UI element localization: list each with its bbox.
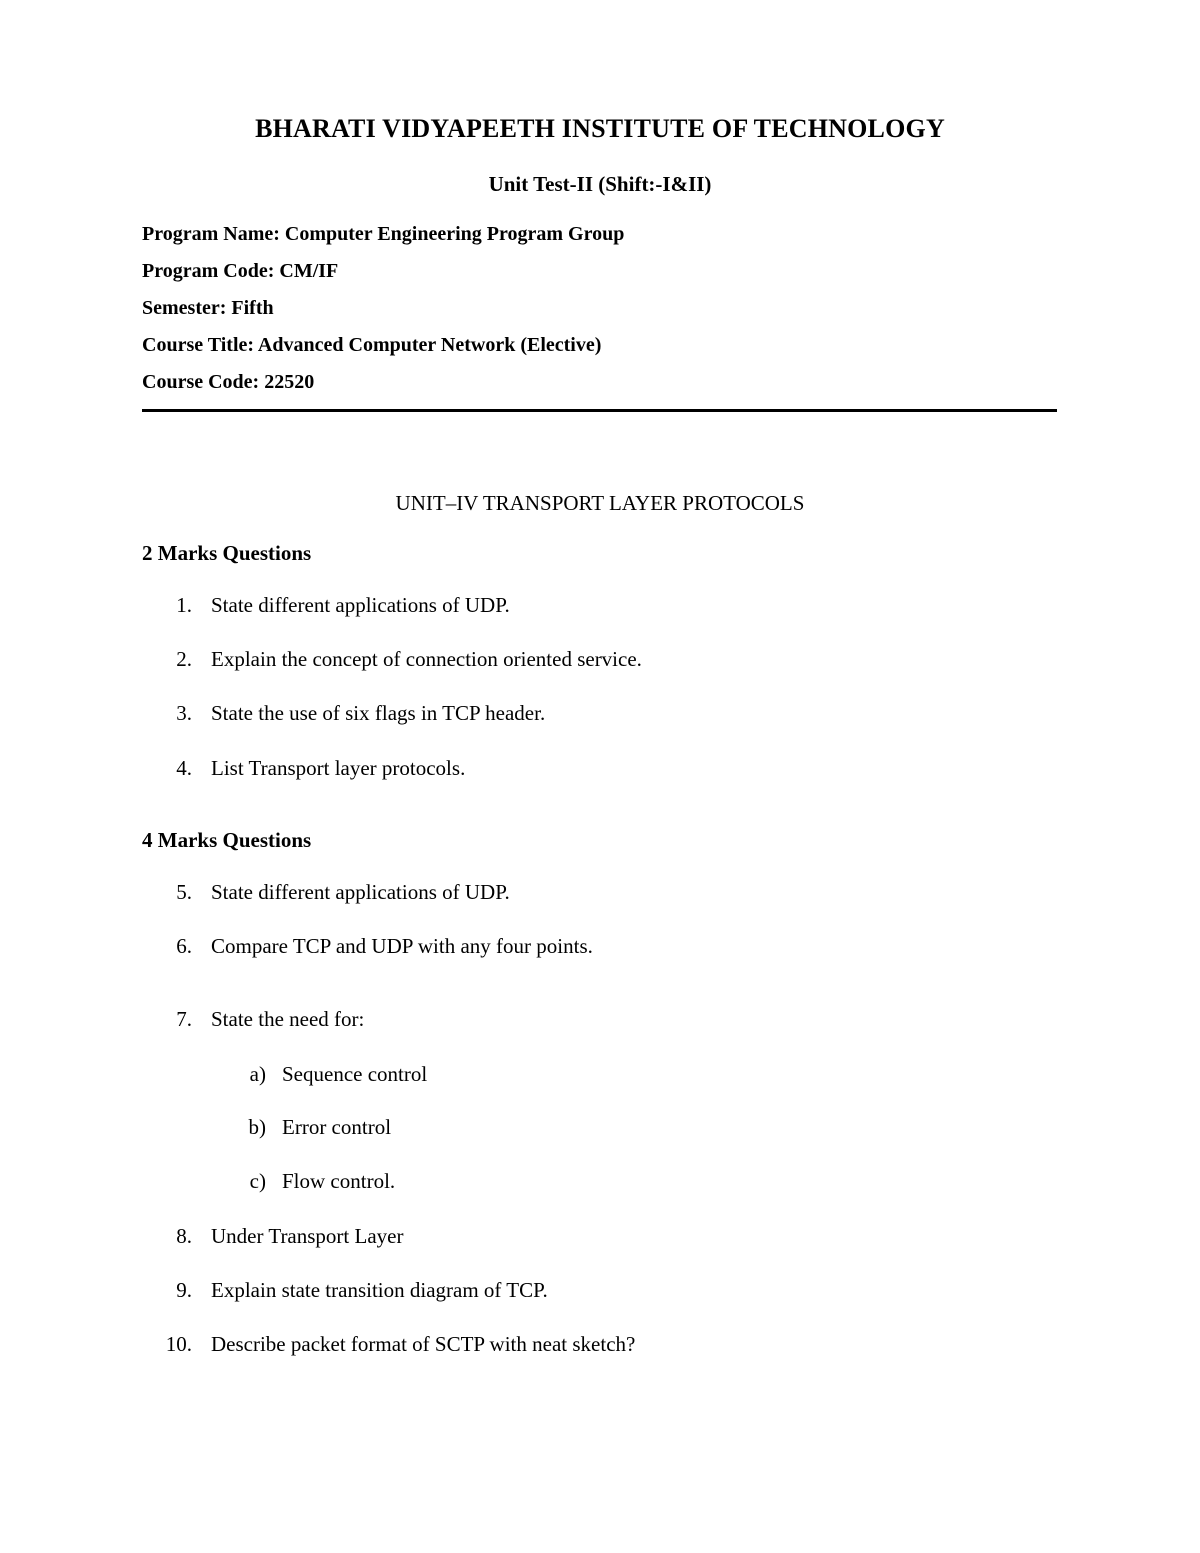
question-number: 6. — [176, 934, 192, 958]
question-text: State different applications of UDP. — [211, 880, 510, 904]
header-divider — [142, 409, 1057, 412]
question-text: State different applications of UDP. — [211, 593, 510, 617]
question-number: 7. — [176, 1007, 192, 1031]
course-code: Course Code: 22520 — [142, 371, 315, 393]
program-code: Program Code: CM/IF — [142, 260, 339, 282]
question-text: State the need for: — [211, 1007, 365, 1031]
subitem-text: Sequence control — [282, 1062, 428, 1086]
subitem-text: Flow control. — [282, 1169, 396, 1193]
question-number: 10. — [165, 1332, 192, 1356]
question-text: List Transport layer protocols. — [211, 756, 466, 780]
course-title: Course Title: Advanced Computer Network (Elective) — [142, 334, 602, 356]
question-text: Describe packet format of SCTP with neat sketch? — [211, 1332, 636, 1356]
question-number: 4. — [176, 756, 192, 780]
question-text: Under Transport Layer — [211, 1224, 404, 1248]
question-number: 8. — [176, 1224, 192, 1248]
subitem-label: b) — [248, 1115, 266, 1139]
subitem-label: a) — [249, 1062, 266, 1086]
question-number: 2. — [176, 647, 192, 671]
question-text: State the use of six flags in TCP header. — [211, 701, 546, 725]
program-name: Program Name: Computer Engineering Program Group — [142, 223, 625, 245]
subitem-text: Error control — [282, 1115, 392, 1139]
semester: Semester: Fifth — [142, 297, 274, 319]
institute-name: BHARATI VIDYAPEETH INSTITUTE OF TECHNOLOGY — [255, 114, 945, 143]
section-title: 4 Marks Questions — [142, 828, 312, 852]
question-number: 9. — [176, 1278, 192, 1302]
test-title: Unit Test-II (Shift:-I&II) — [488, 172, 712, 196]
question-text: Explain the concept of connection oriented service. — [211, 647, 642, 671]
question-number: 1. — [176, 593, 192, 617]
section-title: 2 Marks Questions — [142, 541, 312, 565]
unit-title: UNIT–IV TRANSPORT LAYER PROTOCOLS — [395, 491, 805, 515]
question-text: Explain state transition diagram of TCP. — [211, 1278, 548, 1302]
question-number: 3. — [176, 701, 192, 725]
question-text: Compare TCP and UDP with any four points. — [211, 934, 593, 958]
subitem-label: c) — [249, 1169, 266, 1193]
question-number: 5. — [176, 880, 192, 904]
